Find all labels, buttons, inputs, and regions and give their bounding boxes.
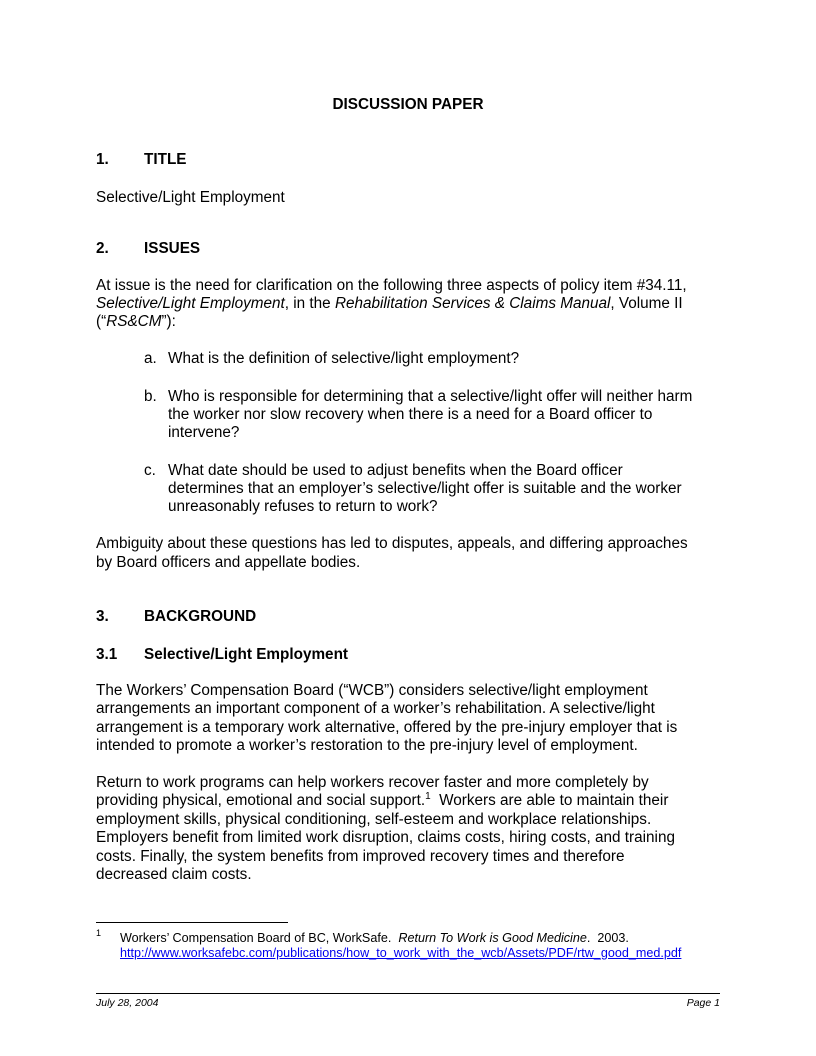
paragraph-line: employment skills, physical conditioning, self-esteem and workplace relationships. (96, 811, 652, 828)
manual-title: Rehabilitation Services & Claims Manual (334, 295, 611, 312)
paragraph-text: providing physical, emotional and social support. (96, 792, 426, 809)
intro-text: (“ (96, 313, 107, 330)
paragraph-line: arrangement is a temporary work alternative, offered by the pre-injury employer that is (96, 719, 678, 736)
list-item-b-line-1: Who is responsible for determining that a selective/light offer will neither harm (168, 388, 693, 405)
footer-rule (96, 993, 720, 994)
paragraph-line: The Workers’ Compensation Board (“WCB”) considers selective/light employment (96, 682, 648, 699)
footnote-source-title: Return To Work is Good Medicine (398, 931, 587, 945)
paragraph-line: Employers benefit from limited work disruption, claims costs, hiring costs, and training (96, 829, 675, 846)
list-item-b-line-2: the worker nor slow recovery when there is a need for a Board officer to (168, 406, 653, 423)
footnote-text (120, 931, 629, 945)
list-item-marker: b. (144, 388, 157, 405)
footer-page-number: Page 1 (686, 997, 720, 1009)
issues-intro-line-1: At issue is the need for clarification on the following three aspects of policy item #34.11, (96, 277, 687, 294)
paragraph-line (96, 792, 668, 810)
list-item-marker: c. (144, 462, 156, 479)
issues-closing-line-2: by Board officers and appellate bodies. (96, 554, 361, 571)
issues-closing-line-1: Ambiguity about these questions has led to disputes, appeals, and differing approaches (96, 535, 688, 552)
section-2-heading: ISSUES (144, 240, 201, 257)
footnote-text-part: Workers’ Compensation Board of BC, WorkSafe. (120, 931, 399, 945)
page-title: DISCUSSION PAPER (332, 96, 484, 113)
list-item-a-line-1: What is the definition of selective/light employment? (168, 350, 520, 367)
intro-text: , Volume II (610, 295, 683, 312)
issues-intro-line-3 (96, 313, 176, 331)
footnote-url-link[interactable]: http://www.worksafebc.com/publications/how_to_work_with_the_wcb/Assets/PDF/rtw_good_med.pdf (120, 946, 682, 960)
issues-intro-line-2 (96, 295, 683, 313)
subsection-3-1-heading: Selective/Light Employment (144, 646, 349, 663)
list-item-b-line-3: intervene? (168, 424, 240, 441)
intro-text: , in the (284, 295, 335, 312)
footnote-reference[interactable]: 1 (425, 791, 431, 802)
policy-title: Selective/Light Employment (96, 295, 285, 312)
intro-text: ”): (161, 313, 176, 330)
section-3-heading: BACKGROUND (144, 608, 257, 625)
section-3-number: 3. (96, 608, 109, 625)
list-item-c-line-1: What date should be used to adjust benefits when the Board officer (168, 462, 623, 479)
paragraph-line: Return to work programs can help workers recover faster and more completely by (96, 774, 649, 791)
list-item-c-line-3: unreasonably refuses to return to work? (168, 498, 438, 515)
paragraph-line: costs. Finally, the system benefits from improved recovery times and therefore (96, 848, 625, 865)
section-1-heading: TITLE (144, 151, 187, 168)
paragraph-line: decreased claim costs. (96, 866, 252, 883)
section-2-number: 2. (96, 240, 109, 257)
list-item-marker: a. (144, 350, 157, 367)
subsection-3-1-number: 3.1 (96, 646, 118, 663)
footer-date: July 28, 2004 (96, 997, 159, 1009)
paragraph-line: intended to promote a worker’s restoration to the pre-injury level of employment. (96, 737, 638, 754)
section-1-number: 1. (96, 151, 109, 168)
footnote-text-part: . 2003. (586, 931, 629, 945)
paragraph-line: arrangements an important component of a worker’s rehabilitation. A selective/light (96, 700, 655, 717)
manual-abbrev: RS&CM (106, 313, 162, 330)
footnote-separator (96, 922, 288, 923)
paragraph-text: Workers are able to maintain their (430, 792, 669, 809)
list-item-c-line-2: determines that an employer’s selective/light offer is suitable and the worker (168, 480, 682, 497)
section-1-body: Selective/Light Employment (96, 189, 285, 206)
footnote-marker: 1 (96, 928, 102, 938)
